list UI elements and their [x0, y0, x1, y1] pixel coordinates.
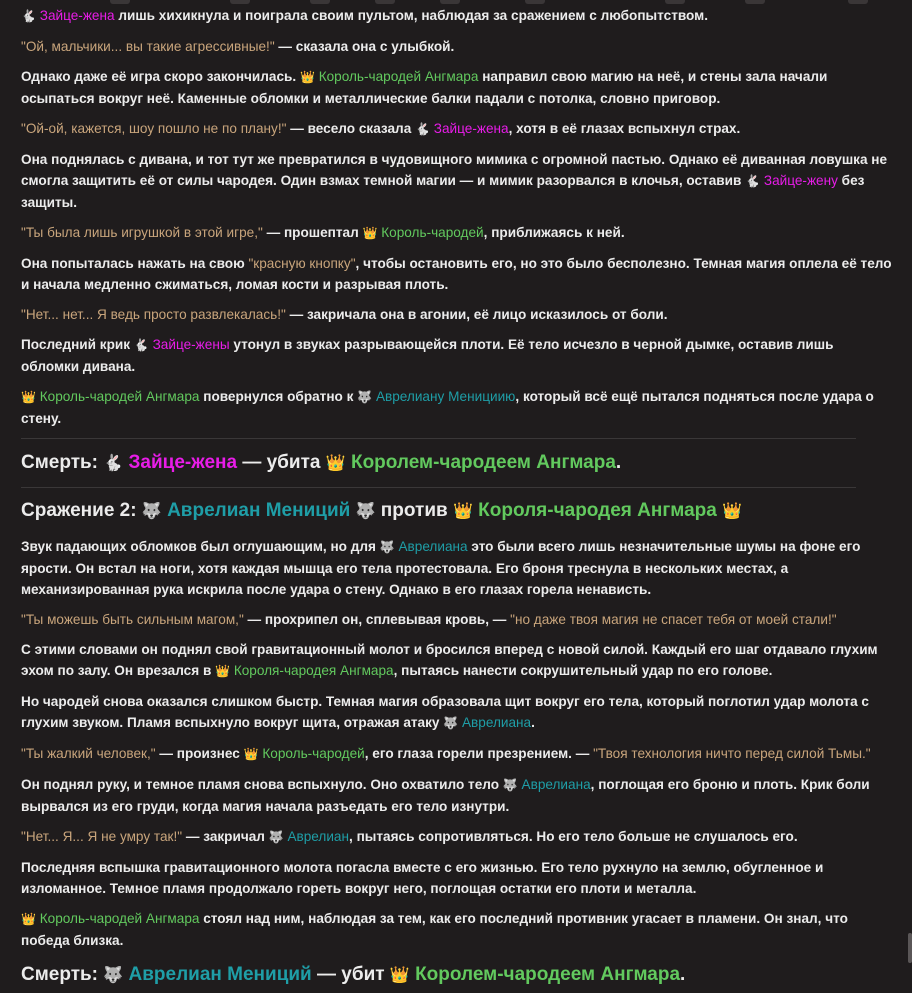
paragraph: Звук падающих обломков был оглушающим, но для 🐺 Аврелиана это были всего лишь незначительные шумы на фоне его ярости. Он встал на ноги, хотя каждая мышца его тела протестовала. Его броня треснула в нескольких местах, а механизированная рука искрила после удара о стену. Однако в его глазах горела ненависть. — [21, 539, 861, 597]
crown-icon: 👑 — [21, 390, 36, 404]
fighter-name: Аврелиан Мениций — [167, 500, 351, 521]
wolf-icon: 🐺 — [268, 830, 284, 844]
paragraph: Он поднял руку, и темное пламя снова вспыхнуло. Оно охватило тело 🐺 Аврелиана, поглощая его броню и плоть. Крик боли вырвался из его груди, когда магия начала разъедать его тело изнутри. — [21, 777, 870, 814]
character-name: Аврелиана — [461, 715, 532, 730]
rabbit-icon: 🐇 — [21, 9, 36, 23]
character-name: Аврелиана — [398, 539, 468, 554]
character-name: Король-чародей Ангмара — [39, 911, 200, 926]
crown-icon: 👑 — [21, 912, 36, 926]
battle-heading: Сражение 2: 🐺 Аврелиан Мениций 🐺 против 👑 Короля-чародея Ангмара 👑 — [21, 500, 743, 521]
paragraph: "Ой, мальчики... вы такие агрессивные!" — сказала она с улыбкой. — [21, 39, 455, 54]
killer-name: Королем-чародеем Ангмара — [415, 964, 681, 985]
character-name: Король-чародей — [381, 225, 484, 240]
paragraph: Последняя вспышка гравитационного молота погасла вместе с его жизнью. Его тело рухнуло на землю, обугленное и изломанное. Темное пламя продолжало гореть вокруг него, поглощая остатки его плоти и металла. — [21, 860, 824, 896]
divider — [21, 438, 856, 439]
death-heading: Смерть: 🐇 Зайце-жена — убита 👑 Королем-чародеем Ангмара. — [21, 452, 622, 473]
crown-icon: 👑 — [722, 503, 743, 520]
paragraph: "Ой-ой, кажется, шоу пошло не по плану!" — весело сказала 🐇 Зайце-жена, хотя в её глазах вспыхнул страх. — [21, 121, 741, 136]
dialogue-quote: "Твоя технология ничто перед силой Тьмы." — [593, 746, 871, 761]
dialogue-quote: "Ты можешь быть сильным магом," — [21, 612, 244, 627]
crown-icon: 👑 — [243, 747, 259, 761]
crown-icon: 👑 — [452, 503, 473, 520]
crown-icon: 👑 — [299, 70, 315, 84]
character-name: Короля-чародея Ангмара — [233, 663, 394, 678]
dialogue-quote: "Ой, мальчики... вы такие агрессивные!" — [21, 39, 275, 54]
paragraph: 🐇 Зайце-жена лишь хихикнула и поиграла своим пультом, наблюдая за сражением с любопытством. — [21, 8, 708, 23]
paragraph: "Ты жалкий человек," — произнес 👑 Король-чародей, его глаза горели презрением. — "Твоя технология ничто перед силой Тьмы." — [21, 746, 871, 761]
paragraph: Но чародей снова оказался слишком быстр. Темная магия образовала щит вокруг его тела, который поглотил удар молота с глухим звуком. Пламя вспыхнуло вокруг щита, отражая атаку 🐺 Аврелиана. — [21, 694, 869, 730]
wolf-icon: 🐺 — [141, 503, 162, 520]
wolf-icon: 🐺 — [379, 540, 395, 554]
paragraph: Однако даже её игра скоро закончилась. 👑 Король-чародей Ангмара направил свою магию на неё, и стены зала начали осыпаться вокруг неё. Каменные обломки и металлические балки падали с потолка, словно приговор. — [21, 69, 828, 106]
fighter-name: Короля-чародея Ангмара — [478, 500, 717, 521]
character-name: Зайце-жену — [763, 173, 838, 188]
dialogue-quote: "Нет... нет... Я ведь просто развлекалась!" — [21, 307, 286, 322]
wolf-icon: 🐺 — [103, 967, 124, 984]
character-name: Зайце-жены — [152, 337, 230, 352]
character-name: Зайце-жена — [433, 121, 509, 136]
crown-icon: 👑 — [362, 226, 378, 240]
dialogue-quote: "Ты жалкий человек," — [21, 746, 156, 761]
character-name: Король-чародей Ангмара — [318, 69, 479, 84]
character-name: Король-чародей — [262, 746, 365, 761]
death-heading: Смерть: 🐺 Аврелиан Мениций — убит 👑 Королем-чародеем Ангмара. — [21, 964, 686, 985]
character-name: Аврелиану Менициию — [375, 389, 516, 404]
victim-name: Зайце-жена — [128, 452, 238, 473]
scrollbar-thumb[interactable] — [908, 933, 912, 963]
rabbit-icon: 🐇 — [415, 122, 430, 136]
crown-icon: 👑 — [325, 455, 346, 472]
character-name: Зайце-жена — [39, 8, 115, 23]
character-name: Король-чародей Ангмара — [39, 389, 200, 404]
crown-icon: 👑 — [389, 967, 410, 984]
paragraph: Она попыталась нажать на свою "красную кнопку", чтобы остановить его, но это было бесполезно. Темная магия оплела её тело и начала медленно сжиматься, ломая кости и разрывая плоть. — [21, 256, 892, 292]
paragraph: "Ты можешь быть сильным магом," — прохрипел он, сплевывая кровь, — "но даже твоя магия не спасет тебя от моей стали!" — [21, 612, 837, 627]
dialogue-quote: "но даже твоя магия не спасет тебя от моей стали!" — [510, 612, 837, 627]
paragraph: Она поднялась с дивана, и тот тут же превратился в чудовищного мимика с огромной пастью. Однако её диванная ловушка не смогла защитить её от силы чародея. Один взмах темной магии — и мимик разорвался в клочья, оставив 🐇 Зайце-жену без защиты. — [21, 152, 888, 210]
rabbit-icon: 🐇 — [103, 455, 124, 472]
paragraph: "Нет... Я... Я не умру так!" — закричал 🐺 Аврелиан, пытаясь сопротивляться. Но его тело больше не слушалось его. — [21, 829, 798, 844]
wolf-icon: 🐺 — [502, 778, 518, 792]
dialogue-quote: "красную кнопку" — [248, 256, 356, 271]
dialogue-quote: "Ой-ой, кажется, шоу пошло не по плану!" — [21, 121, 287, 136]
character-name: Аврелиана — [521, 777, 591, 792]
wolf-icon: 🐺 — [443, 716, 459, 730]
paragraph: 👑 Король-чародей Ангмара повернулся обратно к 🐺 Аврелиану Менициию, который всё ещё пытался подняться после удара о стену. — [21, 389, 874, 426]
victim-name: Аврелиан Мениций — [128, 964, 312, 985]
divider — [21, 487, 856, 488]
rabbit-icon: 🐇 — [133, 338, 149, 352]
dialogue-quote: "Нет... Я... Я не умру так!" — [21, 829, 183, 844]
scrollbar[interactable] — [908, 0, 912, 993]
rabbit-icon: 🐇 — [745, 174, 761, 188]
paragraph: "Нет... нет... Я ведь просто развлекалась!" — закричала она в агонии, её лицо исказилось от боли. — [21, 307, 668, 322]
dialogue-quote: "Ты была лишь игрушкой в этой игре," — [21, 225, 263, 240]
story-message — [21, 0, 894, 991]
character-name: Аврелиан — [287, 829, 350, 844]
paragraph: С этими словами он поднял свой гравитационный молот и бросился вперед с новой силой. Каждый его шаг отдавало глухим эхом по залу. Он врезался в 👑 Короля-чародея Ангмара, пытаясь нанести сокрушительный удар по его голове. — [21, 642, 878, 678]
paragraph: "Ты была лишь игрушкой в этой игре," — прошептал 👑 Король-чародей, приближаясь к ней. — [21, 225, 625, 240]
paragraph: 👑 Король-чародей Ангмара стоял над ним, наблюдая за тем, как его последний противник угасает в пламени. Он знал, что победа близка. — [21, 911, 848, 948]
crown-icon: 👑 — [215, 664, 231, 678]
wolf-icon: 🐺 — [357, 390, 373, 404]
paragraph: Последний крик 🐇 Зайце-жены утонул в звуках разрывающейся плоти. Её тело исчезло в черной дымке, оставив лишь обломки дивана. — [21, 337, 834, 374]
killer-name: Королем-чародеем Ангмара — [350, 452, 616, 473]
wolf-icon: 🐺 — [355, 503, 376, 520]
